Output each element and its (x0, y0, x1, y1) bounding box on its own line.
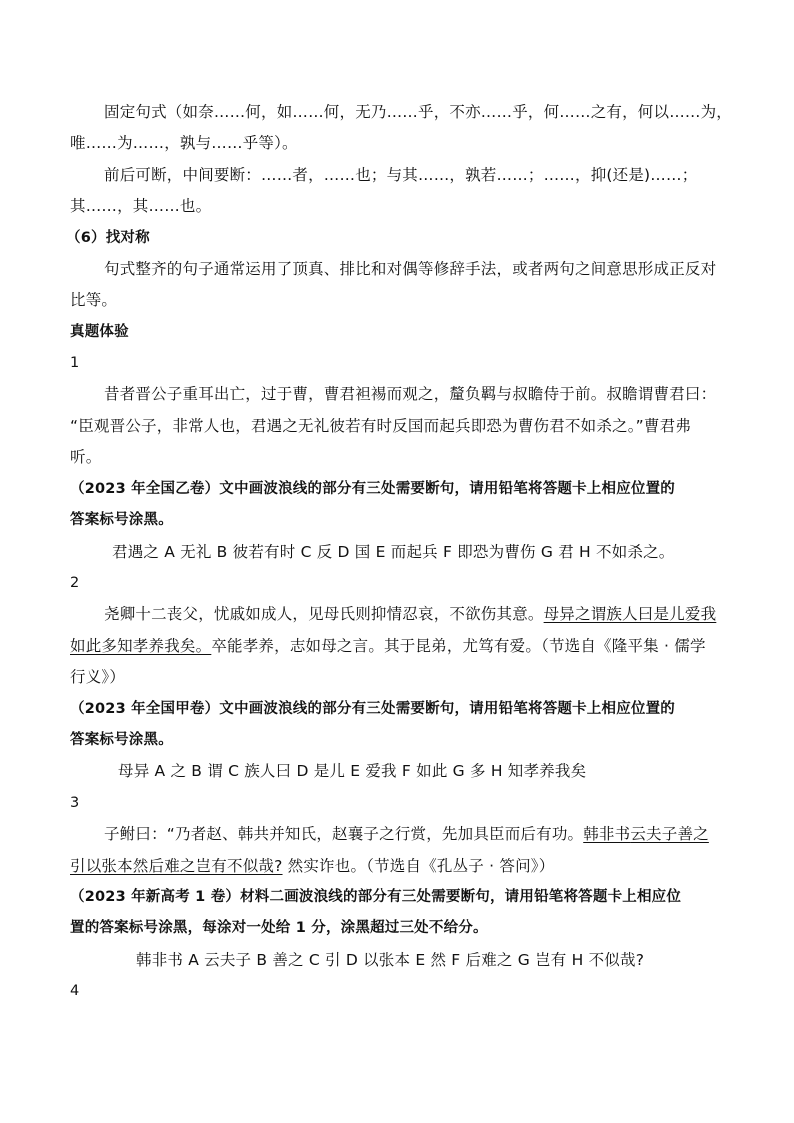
q1-instruction-line-2: 答案标号涂黑。 (70, 512, 173, 528)
q2-wavy-underlined-part-2: 如此多知孝养我矣。 (70, 637, 212, 655)
q3-wavy-underlined-part-2: 引以张本然后难之岂有不似哉? (70, 857, 283, 875)
q2-passage-plain: 尧卿十二丧父，忧戚如成人，见母氏则抑情忍哀，不欲伤其意。 (104, 605, 544, 623)
section-title: 真题体验 (70, 324, 129, 340)
fixed-pattern-line-1: 固定句式（如奈……何，如……何，无乃……乎，不亦……乎，何……之有，何以……为， (104, 103, 733, 121)
q3-answer-options: 韩非书 A 云夫子 B 善之 C 引 D 以张本 E 然 F 后难之 G 岂有 H 不似哉? (136, 951, 645, 969)
q3-wavy-underlined-part-1: 云夫子善之 (630, 825, 709, 843)
q2-passage-line-1 (104, 604, 716, 624)
q2-wavy-underlined-part-1: 母异之谓族人曰是儿爱我 (543, 605, 717, 623)
q3-passage-line-1 (104, 824, 709, 844)
q1-passage-line-2: “臣观晋公子，非常人也，君遇之无礼彼若有时反国而起兵即恐为曹伤君不如杀之。”曹君弗 (70, 417, 692, 435)
subheading-symmetry: （6）找对称 (66, 230, 150, 246)
fixed-pattern-line-2: 唯……为……，孰与……乎等）。 (70, 134, 298, 152)
break-rule-line-2: 其……，其……也。 (70, 197, 212, 215)
question-number-3: 3 (70, 795, 80, 811)
q2-passage-line-2 (70, 636, 706, 656)
q1-answer-options: 君遇之 A 无礼 B 彼若有时 C 反 D 国 E 而起兵 F 即恐为曹伤 G 君 H 不如杀之。 (112, 543, 675, 561)
q3-instruction-line-2: 置的答案标号涂黑，每涂对一处给 1 分，涂黑超过三处不给分。 (70, 920, 488, 936)
q2-instruction-line-2: 答案标号涂黑。 (70, 732, 173, 748)
question-number-1: 1 (70, 355, 80, 371)
q3-passage-line-2 (70, 856, 554, 876)
q1-passage-line-1: 昔者晋公子重耳出亡，过于曹，曹君袒裼而观之，釐负羁与叔瞻侍于前。叔瞻谓曹君曰： (104, 385, 717, 403)
q3-underlined-book: 韩非书 (583, 825, 631, 843)
q2-passage-line-3: 行义》） (70, 668, 126, 686)
question-number-2: 2 (70, 575, 80, 591)
q3-instruction-line-1: （2023 年新高考 1 卷）材料二画波浪线的部分有三处需要断句，请用铅笔将答题卡上相应位 (70, 889, 682, 905)
q3-passage-rest: 然实诈也。（节选自《孔丛子 · 答问》） (282, 857, 555, 875)
q2-passage-rest: 卒能孝养，志如母之言。其于昆弟，尤笃有爱。（节选自《隆平集 · 儒学 (211, 637, 706, 655)
q2-answer-options: 母异 A 之 B 谓 C 族人曰 D 是儿 E 爱我 F 如此 G 多 H 知孝养我矣 (118, 762, 587, 780)
q3-passage-plain: 子鲋曰：“乃者赵、韩共并知氏，赵襄子之行赏，先加具臣而后有功。 (104, 825, 584, 843)
q1-passage-line-3: 听。 (70, 448, 102, 466)
symmetry-line-2: 比等。 (70, 291, 118, 309)
q1-instruction-line-1: （2023 年全国乙卷）文中画波浪线的部分有三处需要断句，请用铅笔将答题卡上相应位置的 (70, 481, 676, 497)
symmetry-line-1: 句式整齐的句子通常运用了顶真、排比和对偶等修辞手法，或者两句之间意思形成正反对 (104, 260, 717, 278)
break-rule-line-1: 前后可断，中间要断：……者，……也；与其……，孰若……；……，抑(还是)……； (104, 166, 698, 184)
question-number-4: 4 (70, 983, 80, 999)
q2-instruction-line-1: （2023 年全国甲卷）文中画波浪线的部分有三处需要断句，请用铅笔将答题卡上相应位置的 (70, 701, 676, 717)
